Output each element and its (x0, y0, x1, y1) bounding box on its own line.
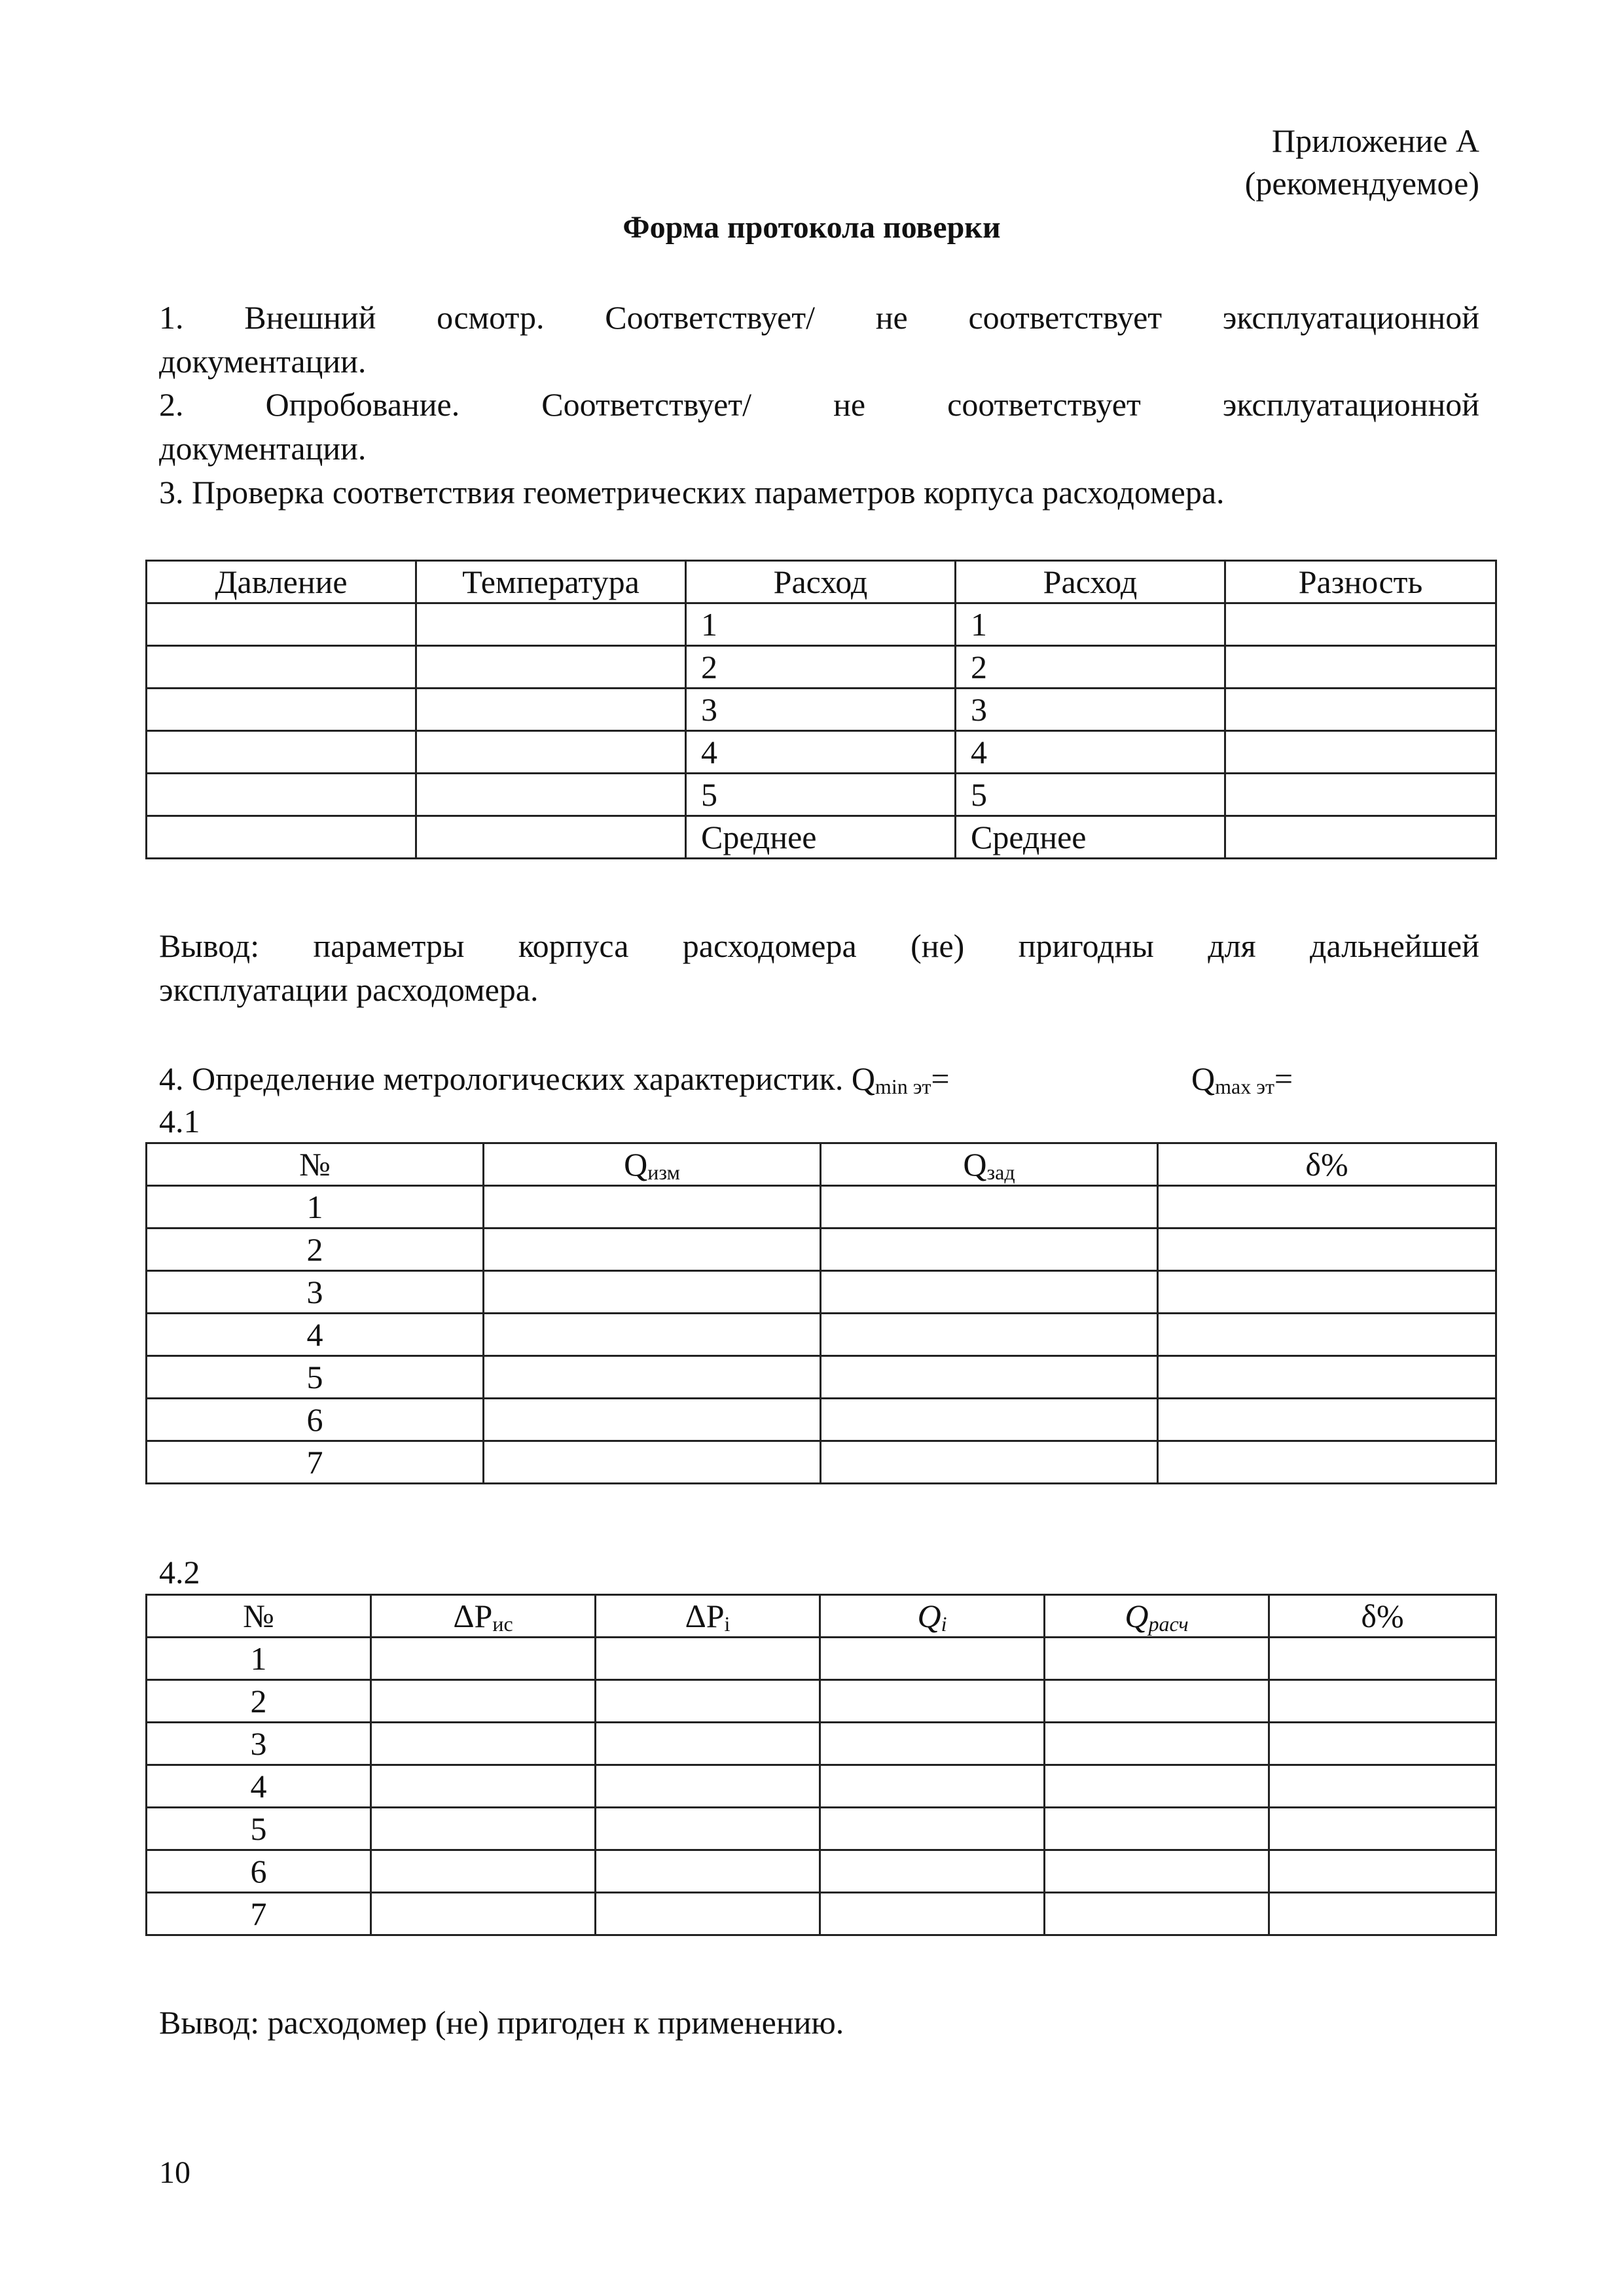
section-4-2-label: 4.2 (159, 1554, 200, 1590)
empty-cell (821, 1314, 1158, 1356)
empty-cell (820, 1680, 1045, 1723)
temperature-cell (416, 774, 686, 816)
table-row (147, 1893, 1496, 1935)
empty-cell (1045, 1723, 1269, 1765)
empty-cell (821, 1271, 1158, 1314)
pressure-cell (147, 731, 416, 774)
row-number-cell: 5 (147, 1808, 371, 1850)
empty-cell (596, 1680, 820, 1723)
header-pressure: Давление (147, 561, 416, 603)
row-number-cell: 1 (147, 1638, 371, 1680)
empty-cell (1045, 1850, 1269, 1893)
empty-cell (596, 1808, 820, 1850)
empty-cell (1269, 1893, 1496, 1935)
table-row (147, 731, 1496, 774)
difference-cell (1225, 774, 1496, 816)
empty-cell (1045, 1765, 1269, 1808)
empty-cell (484, 1314, 821, 1356)
q-set-symbol: Q (963, 1146, 987, 1183)
empty-cell (1269, 1808, 1496, 1850)
flow-1-cell: 5 (686, 774, 956, 816)
delta-p-is-symbol: ΔP (453, 1598, 493, 1634)
empty-cell (371, 1765, 596, 1808)
flow-2-cell: 2 (956, 646, 1225, 689)
empty-cell (371, 1893, 596, 1935)
metrology-table-4-2-body (147, 1595, 1496, 1935)
empty-cell (596, 1723, 820, 1765)
empty-cell (1045, 1808, 1269, 1850)
table-row (147, 1314, 1496, 1356)
empty-cell (820, 1723, 1045, 1765)
row-number-cell: 2 (147, 1680, 371, 1723)
section-4-1-label: 4.1 (159, 1103, 200, 1139)
empty-cell (1158, 1229, 1496, 1271)
empty-cell (596, 1850, 820, 1893)
pressure-cell (147, 816, 416, 859)
table-row (147, 774, 1496, 816)
empty-cell (820, 1850, 1045, 1893)
empty-cell (821, 1229, 1158, 1271)
table-row (147, 1850, 1496, 1893)
empty-cell (1269, 1723, 1496, 1765)
empty-cell (484, 1441, 821, 1484)
qmax-label (1191, 1059, 1293, 1098)
table-row (147, 1680, 1496, 1723)
empty-cell (484, 1356, 821, 1399)
row-number-cell: 4 (147, 1765, 371, 1808)
item-2-line-2: документации. (159, 430, 367, 467)
empty-cell (596, 1893, 820, 1935)
flow-1-cell: 2 (686, 646, 956, 689)
header-delta-percent: δ% (1158, 1143, 1496, 1186)
empty-cell (820, 1765, 1045, 1808)
empty-cell (596, 1638, 820, 1680)
item-3: 3. Проверка соответствия геометрических параметров корпуса расходомера. (159, 474, 1225, 511)
conclusion-1-line-1: Вывод: параметры корпуса расходомера (не) пригодны для дальнейшей (159, 927, 1479, 964)
table-row (147, 1186, 1496, 1229)
flow-2-cell: 5 (956, 774, 1225, 816)
table-row (147, 1399, 1496, 1441)
flow-1-cell: 3 (686, 689, 956, 731)
item-1-line-1: 1. Внешний осмотр. Соответствует/ не соответствует эксплуатационной (159, 299, 1479, 336)
header-delta-p-i (596, 1595, 820, 1638)
empty-cell (1269, 1638, 1496, 1680)
empty-cell (821, 1441, 1158, 1484)
qmin-subscript: min эт (875, 1075, 931, 1098)
difference-cell (1225, 646, 1496, 689)
geometry-table-header (147, 561, 1496, 603)
empty-cell (484, 1229, 821, 1271)
header-temperature: Температура (416, 561, 686, 603)
header-number: № (147, 1143, 484, 1186)
q-measured-symbol: Q (624, 1146, 648, 1183)
empty-cell (371, 1638, 596, 1680)
empty-cell (821, 1399, 1158, 1441)
difference-cell (1225, 731, 1496, 774)
section-4-heading (159, 1059, 950, 1098)
table-row (147, 1723, 1496, 1765)
pressure-cell (147, 774, 416, 816)
empty-cell (596, 1765, 820, 1808)
flow-1-cell: Среднее (686, 816, 956, 859)
table-row (147, 603, 1496, 646)
empty-cell (1045, 1680, 1269, 1723)
q-calculated-symbol: Q (1125, 1598, 1149, 1634)
item-1-line-2: документации. (159, 343, 367, 380)
empty-cell (820, 1893, 1045, 1935)
temperature-cell (416, 646, 686, 689)
row-number-cell: 1 (147, 1186, 484, 1229)
difference-cell (1225, 603, 1496, 646)
page-number: 10 (159, 2155, 190, 2190)
empty-cell (1045, 1893, 1269, 1935)
q-i-symbol: Q (917, 1598, 941, 1634)
empty-cell (820, 1808, 1045, 1850)
temperature-cell (416, 689, 686, 731)
qmax-symbol: Q (1191, 1060, 1216, 1097)
empty-cell (371, 1850, 596, 1893)
pressure-cell (147, 603, 416, 646)
qmin-equals: = (931, 1060, 950, 1097)
empty-cell (371, 1680, 596, 1723)
row-number-cell: 6 (147, 1399, 484, 1441)
q-measured-subscript: изм (647, 1160, 680, 1184)
conclusion-1-line-2: эксплуатации расходомера. (159, 971, 539, 1008)
conclusion-2: Вывод: расходомер (не) пригоден к применению. (159, 2004, 844, 2041)
empty-cell (371, 1723, 596, 1765)
empty-cell (1158, 1356, 1496, 1399)
q-calculated-subscript: расч (1148, 1612, 1189, 1636)
empty-cell (1158, 1186, 1496, 1229)
empty-cell (1158, 1441, 1496, 1484)
q-set-subscript: зад (986, 1160, 1015, 1184)
section-4-text: 4. Определение метрологических характеристик. (159, 1060, 844, 1097)
row-number-cell: 3 (147, 1723, 371, 1765)
pressure-cell (147, 646, 416, 689)
empty-cell (821, 1356, 1158, 1399)
header-q-calculated (1045, 1595, 1269, 1638)
qmin-symbol: Q (851, 1060, 875, 1097)
delta-p-is-subscript: ис (492, 1612, 513, 1636)
pressure-cell (147, 689, 416, 731)
flow-2-cell: 3 (956, 689, 1225, 731)
table-4-1-header (147, 1143, 1496, 1186)
header-flow-2: Расход (956, 561, 1225, 603)
header-delta-p-is (371, 1595, 596, 1638)
row-number-cell: 7 (147, 1441, 484, 1484)
empty-cell (484, 1186, 821, 1229)
appendix-note: (рекомендуемое) (1244, 165, 1479, 202)
table-row (147, 1229, 1496, 1271)
flow-1-cell: 1 (686, 603, 956, 646)
table-row (147, 1765, 1496, 1808)
table-row (147, 1356, 1496, 1399)
row-number-cell: 5 (147, 1356, 484, 1399)
metrology-table-4-1 (145, 1142, 1497, 1484)
flow-2-cell: Среднее (956, 816, 1225, 859)
empty-cell (371, 1808, 596, 1850)
header-delta-percent: δ% (1269, 1595, 1496, 1638)
empty-cell (1158, 1314, 1496, 1356)
delta-p-i-subscript: i (724, 1612, 731, 1636)
temperature-cell (416, 603, 686, 646)
geometry-table-body (147, 561, 1496, 859)
empty-cell (821, 1186, 1158, 1229)
difference-cell (1225, 689, 1496, 731)
header-number: № (147, 1595, 371, 1638)
difference-cell (1225, 816, 1496, 859)
header-flow-1: Расход (686, 561, 956, 603)
appendix-label: Приложение А (1272, 122, 1479, 159)
empty-cell (484, 1271, 821, 1314)
geometry-table (145, 560, 1497, 859)
header-q-measured (484, 1143, 821, 1186)
empty-cell (1045, 1638, 1269, 1680)
temperature-cell (416, 731, 686, 774)
empty-cell (484, 1399, 821, 1441)
q-i-subscript: i (941, 1612, 947, 1636)
empty-cell (1158, 1399, 1496, 1441)
table-row (147, 816, 1496, 859)
header-difference: Разность (1225, 561, 1496, 603)
table-4-2-header (147, 1595, 1496, 1638)
table-row (147, 1271, 1496, 1314)
empty-cell (1269, 1680, 1496, 1723)
empty-cell (1269, 1765, 1496, 1808)
row-number-cell: 2 (147, 1229, 484, 1271)
flow-2-cell: 4 (956, 731, 1225, 774)
temperature-cell (416, 816, 686, 859)
row-number-cell: 6 (147, 1850, 371, 1893)
delta-p-i-symbol: ΔP (685, 1598, 725, 1634)
metrology-table-4-2 (145, 1594, 1497, 1936)
item-2-line-1: 2. Опробование. Соответствует/ не соответствует эксплуатационной (159, 386, 1479, 423)
row-number-cell: 3 (147, 1271, 484, 1314)
row-number-cell: 4 (147, 1314, 484, 1356)
header-q-i (820, 1595, 1045, 1638)
flow-1-cell: 4 (686, 731, 956, 774)
table-row (147, 646, 1496, 689)
table-row (147, 1441, 1496, 1484)
header-q-set (821, 1143, 1158, 1186)
empty-cell (1269, 1850, 1496, 1893)
qmax-equals: = (1274, 1060, 1293, 1097)
page-title: Форма протокола поверки (623, 210, 1001, 245)
table-row (147, 1638, 1496, 1680)
row-number-cell: 7 (147, 1893, 371, 1935)
metrology-table-4-1-body (147, 1143, 1496, 1484)
table-row (147, 689, 1496, 731)
table-row (147, 1808, 1496, 1850)
empty-cell (820, 1638, 1045, 1680)
qmax-subscript: max эт (1215, 1075, 1274, 1098)
empty-cell (1158, 1271, 1496, 1314)
flow-2-cell: 1 (956, 603, 1225, 646)
